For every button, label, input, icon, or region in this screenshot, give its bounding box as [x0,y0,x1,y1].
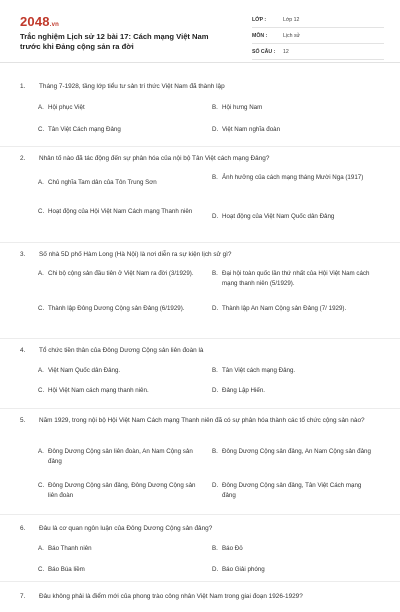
question-stem [20,250,379,260]
option-text: Việt Nam nghĩa đoàn [222,126,281,133]
option-letter: A. [38,179,44,186]
option-a[interactable] [38,544,198,554]
question-text: Số nhà 5D phố Hàm Long (Hà Nội) là nơi diễn ra sự kiện lịch sử gì? [39,251,232,258]
option-d[interactable] [212,304,372,314]
question-stem [20,416,379,426]
option-text: Báo Giải phóng [222,566,265,573]
option-c[interactable] [38,481,198,501]
option-d[interactable] [212,125,372,135]
option-b[interactable] [212,544,372,554]
question-7 [0,582,400,612]
option-text: Chi bộ cộng sản đầu tiên ở Việt Nam ra đời (3/1929). [48,270,194,277]
option-d[interactable] [212,565,372,575]
option-text: Hoạt động của Việt Nam Quốc dân Đảng [222,213,335,220]
option-letter: B. [212,448,218,455]
option-b[interactable] [212,173,372,183]
option-text: Báo Thanh niên [48,545,92,552]
question-text: Năm 1929, trong nội bộ Hội Việt Nam Cách mạng Thanh niên đã có sự phân hóa thành các tổ chức cộng sản nào? [39,417,365,424]
meta-value: Lịch sử [283,32,301,39]
option-letter: B. [212,270,218,277]
question-number: 1. [20,83,26,90]
option-letter: A. [38,367,44,374]
question-stem [20,524,379,534]
option-letter: C. [38,208,45,215]
option-c[interactable] [38,386,198,396]
option-letter: A. [38,545,44,552]
option-text: Đông Dương Cộng sản liên đoàn, An Nam Cộng sản đảng [48,448,193,465]
option-b[interactable] [212,269,372,289]
option-letter: A. [38,448,44,455]
question-number: 7. [20,593,26,600]
question-3 [0,243,400,339]
question-text: Tổ chức tiền thân của Đông Dương Cộng sản liên đoàn là [39,347,204,354]
question-2 [0,147,400,243]
question-stem [20,154,379,164]
question-stem [20,592,379,602]
site-logo[interactable] [20,14,59,29]
question-number: 3. [20,251,26,258]
question-6 [0,515,400,582]
question-number: 5. [20,417,26,424]
header [0,0,400,63]
meta-value: 12 [283,48,289,55]
option-letter: C. [38,305,45,312]
meta-label: LỚP : [252,16,267,23]
option-a[interactable] [38,269,198,279]
option-b[interactable] [212,366,372,376]
option-text: Đại hội toàn quốc lần thứ nhất của Hội Việt Nam cách mạng thanh niên (5/1929). [222,270,370,287]
option-letter: C. [38,387,45,394]
logo-text: 2048 [20,14,50,29]
option-letter: B. [212,367,218,374]
meta-label: MÔN : [252,32,268,39]
option-letter: B. [212,545,218,552]
option-letter: A. [38,104,44,111]
meta-panel [252,12,384,60]
option-text: Thành lập An Nam Cộng sản Đảng (7/ 1929). [222,305,347,312]
question-number: 6. [20,525,26,532]
option-c[interactable] [38,125,198,135]
option-letter: D. [212,566,219,573]
option-letter: D. [212,213,219,220]
option-text: Hội phục Việt [48,104,85,111]
option-d[interactable] [212,212,372,222]
option-text: Tân Việt Cách mạng Đảng [48,126,121,133]
option-letter: C. [38,566,45,573]
option-a[interactable] [38,447,198,467]
page-title: Trắc nghiệm Lịch sử 12 bài 17: Cách mạng Việt Nam trước khi Đảng cộng sản ra đời [20,32,209,51]
question-text: Đâu không phải là điểm mới của phong trào công nhân Việt Nam trong giai đoạn 1926-1929? [39,593,303,600]
question-5 [0,409,400,515]
question-number: 2. [20,155,26,162]
option-a[interactable] [38,103,198,113]
option-text: Hội Việt Nam cách mạng thanh niên. [48,387,149,394]
option-text: Tân Việt cách mạng Đảng. [222,367,296,374]
question-4 [0,339,400,409]
question-text: Nhân tố nào đã tác động đến sự phân hóa của nội bộ Tân Việt cách mạng Đảng? [39,155,270,162]
question-number: 4. [20,347,26,354]
option-text: Đông Dương Cộng sản đảng, Tân Việt Cách mạng đảng [222,482,362,499]
option-letter: B. [212,174,218,181]
option-letter: C. [38,482,45,489]
option-text: Ảnh hưởng của cách mạng tháng Mười Nga (1917) [222,174,364,181]
question-text: Tháng 7-1928, tầng lớp tiểu tư sản trí thức Việt Nam đã thành lập [39,83,225,90]
option-text: Hoạt động của Hội Việt Nam Cách mạng Thanh niên [48,208,193,215]
option-c[interactable] [38,565,198,575]
meta-row-subject [252,28,384,44]
question-stem [20,82,379,92]
option-text: Đông Dương Cộng sản đảng, Đông Dương Cộng sản liên đoàn [48,482,196,499]
question-list [0,78,400,612]
meta-row-count [252,44,384,60]
option-letter: A. [38,270,44,277]
option-d[interactable] [212,386,372,396]
option-letter: D. [212,387,219,394]
option-text: Báo Búa liềm [48,566,85,573]
option-text: Báo Đỏ [222,545,243,552]
meta-value: Lớp 12 [283,16,300,23]
option-letter: B. [212,104,218,111]
option-letter: D. [212,126,219,133]
option-text: Chủ nghĩa Tam dân của Tôn Trung Sơn [48,179,157,186]
option-text: Đảng Lập Hiến. [222,387,265,394]
option-b[interactable] [212,103,372,113]
option-text: Hội hưng Nam [222,104,263,111]
meta-label: SỐ CÂU : [252,48,276,55]
option-b[interactable] [212,447,372,457]
option-letter: D. [212,305,219,312]
option-d[interactable] [212,481,372,501]
option-letter: D. [212,482,219,489]
question-text: Đâu là cơ quan ngôn luận của Đông Dương Cộng sản đảng? [39,525,213,532]
option-letter: C. [38,126,45,133]
question-1 [0,78,400,147]
option-text: Việt Nam Quốc dân Đảng. [48,367,121,374]
option-c[interactable] [38,304,198,314]
logo-tld: .vn [49,22,60,28]
option-text: Đông Dương Cộng sản đảng, An Nam Cộng sản đảng [222,448,371,455]
option-c[interactable] [38,207,198,217]
meta-row-class [252,12,384,28]
option-a[interactable] [38,178,198,188]
option-a[interactable] [38,366,198,376]
question-stem [20,346,379,356]
option-text: Thành lập Đông Dương Cộng sản Đảng (6/1929). [48,305,185,312]
